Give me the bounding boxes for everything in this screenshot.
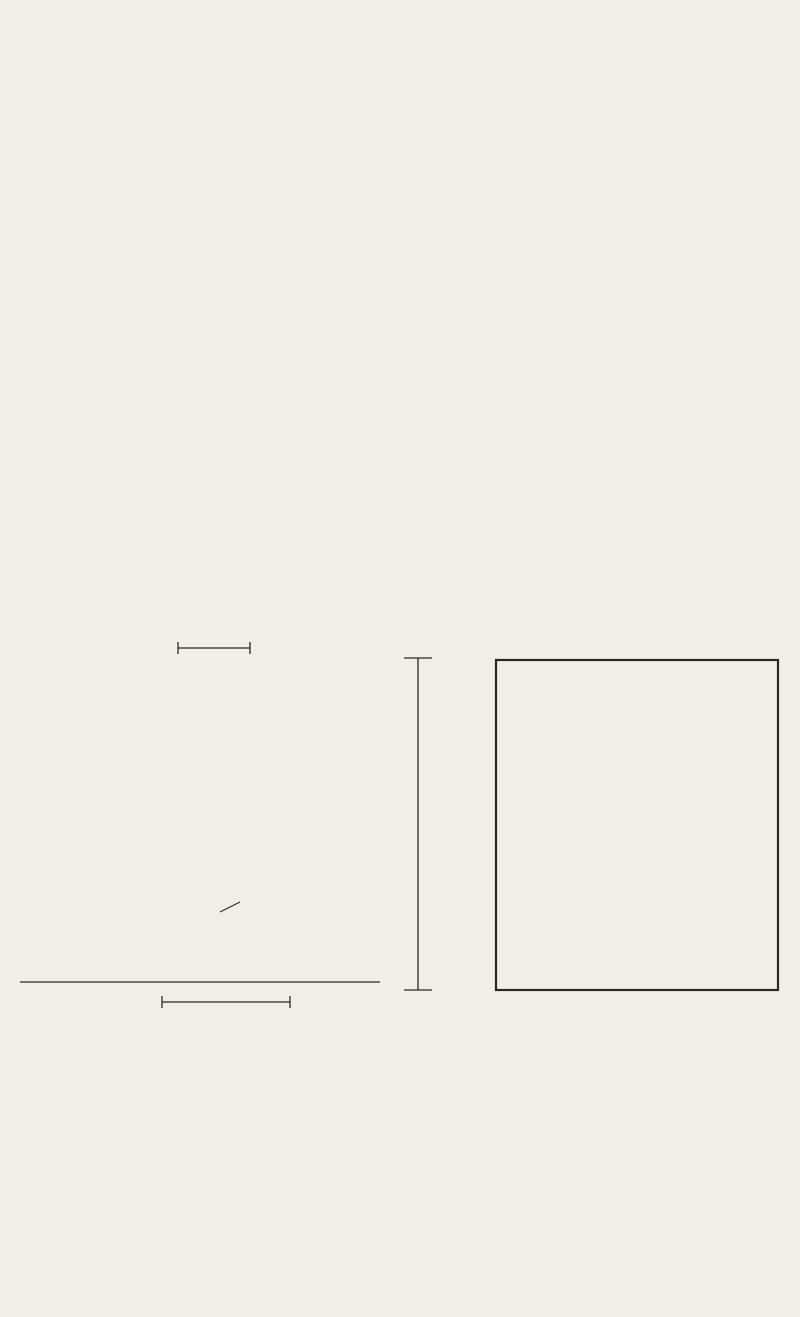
sandbag-wall-drawing [0,630,800,1070]
slope-arrow [220,902,240,912]
elevation-outline [496,660,778,990]
base-dimension [162,996,290,1008]
height-dimension [404,658,432,990]
top-dimension [178,642,250,654]
